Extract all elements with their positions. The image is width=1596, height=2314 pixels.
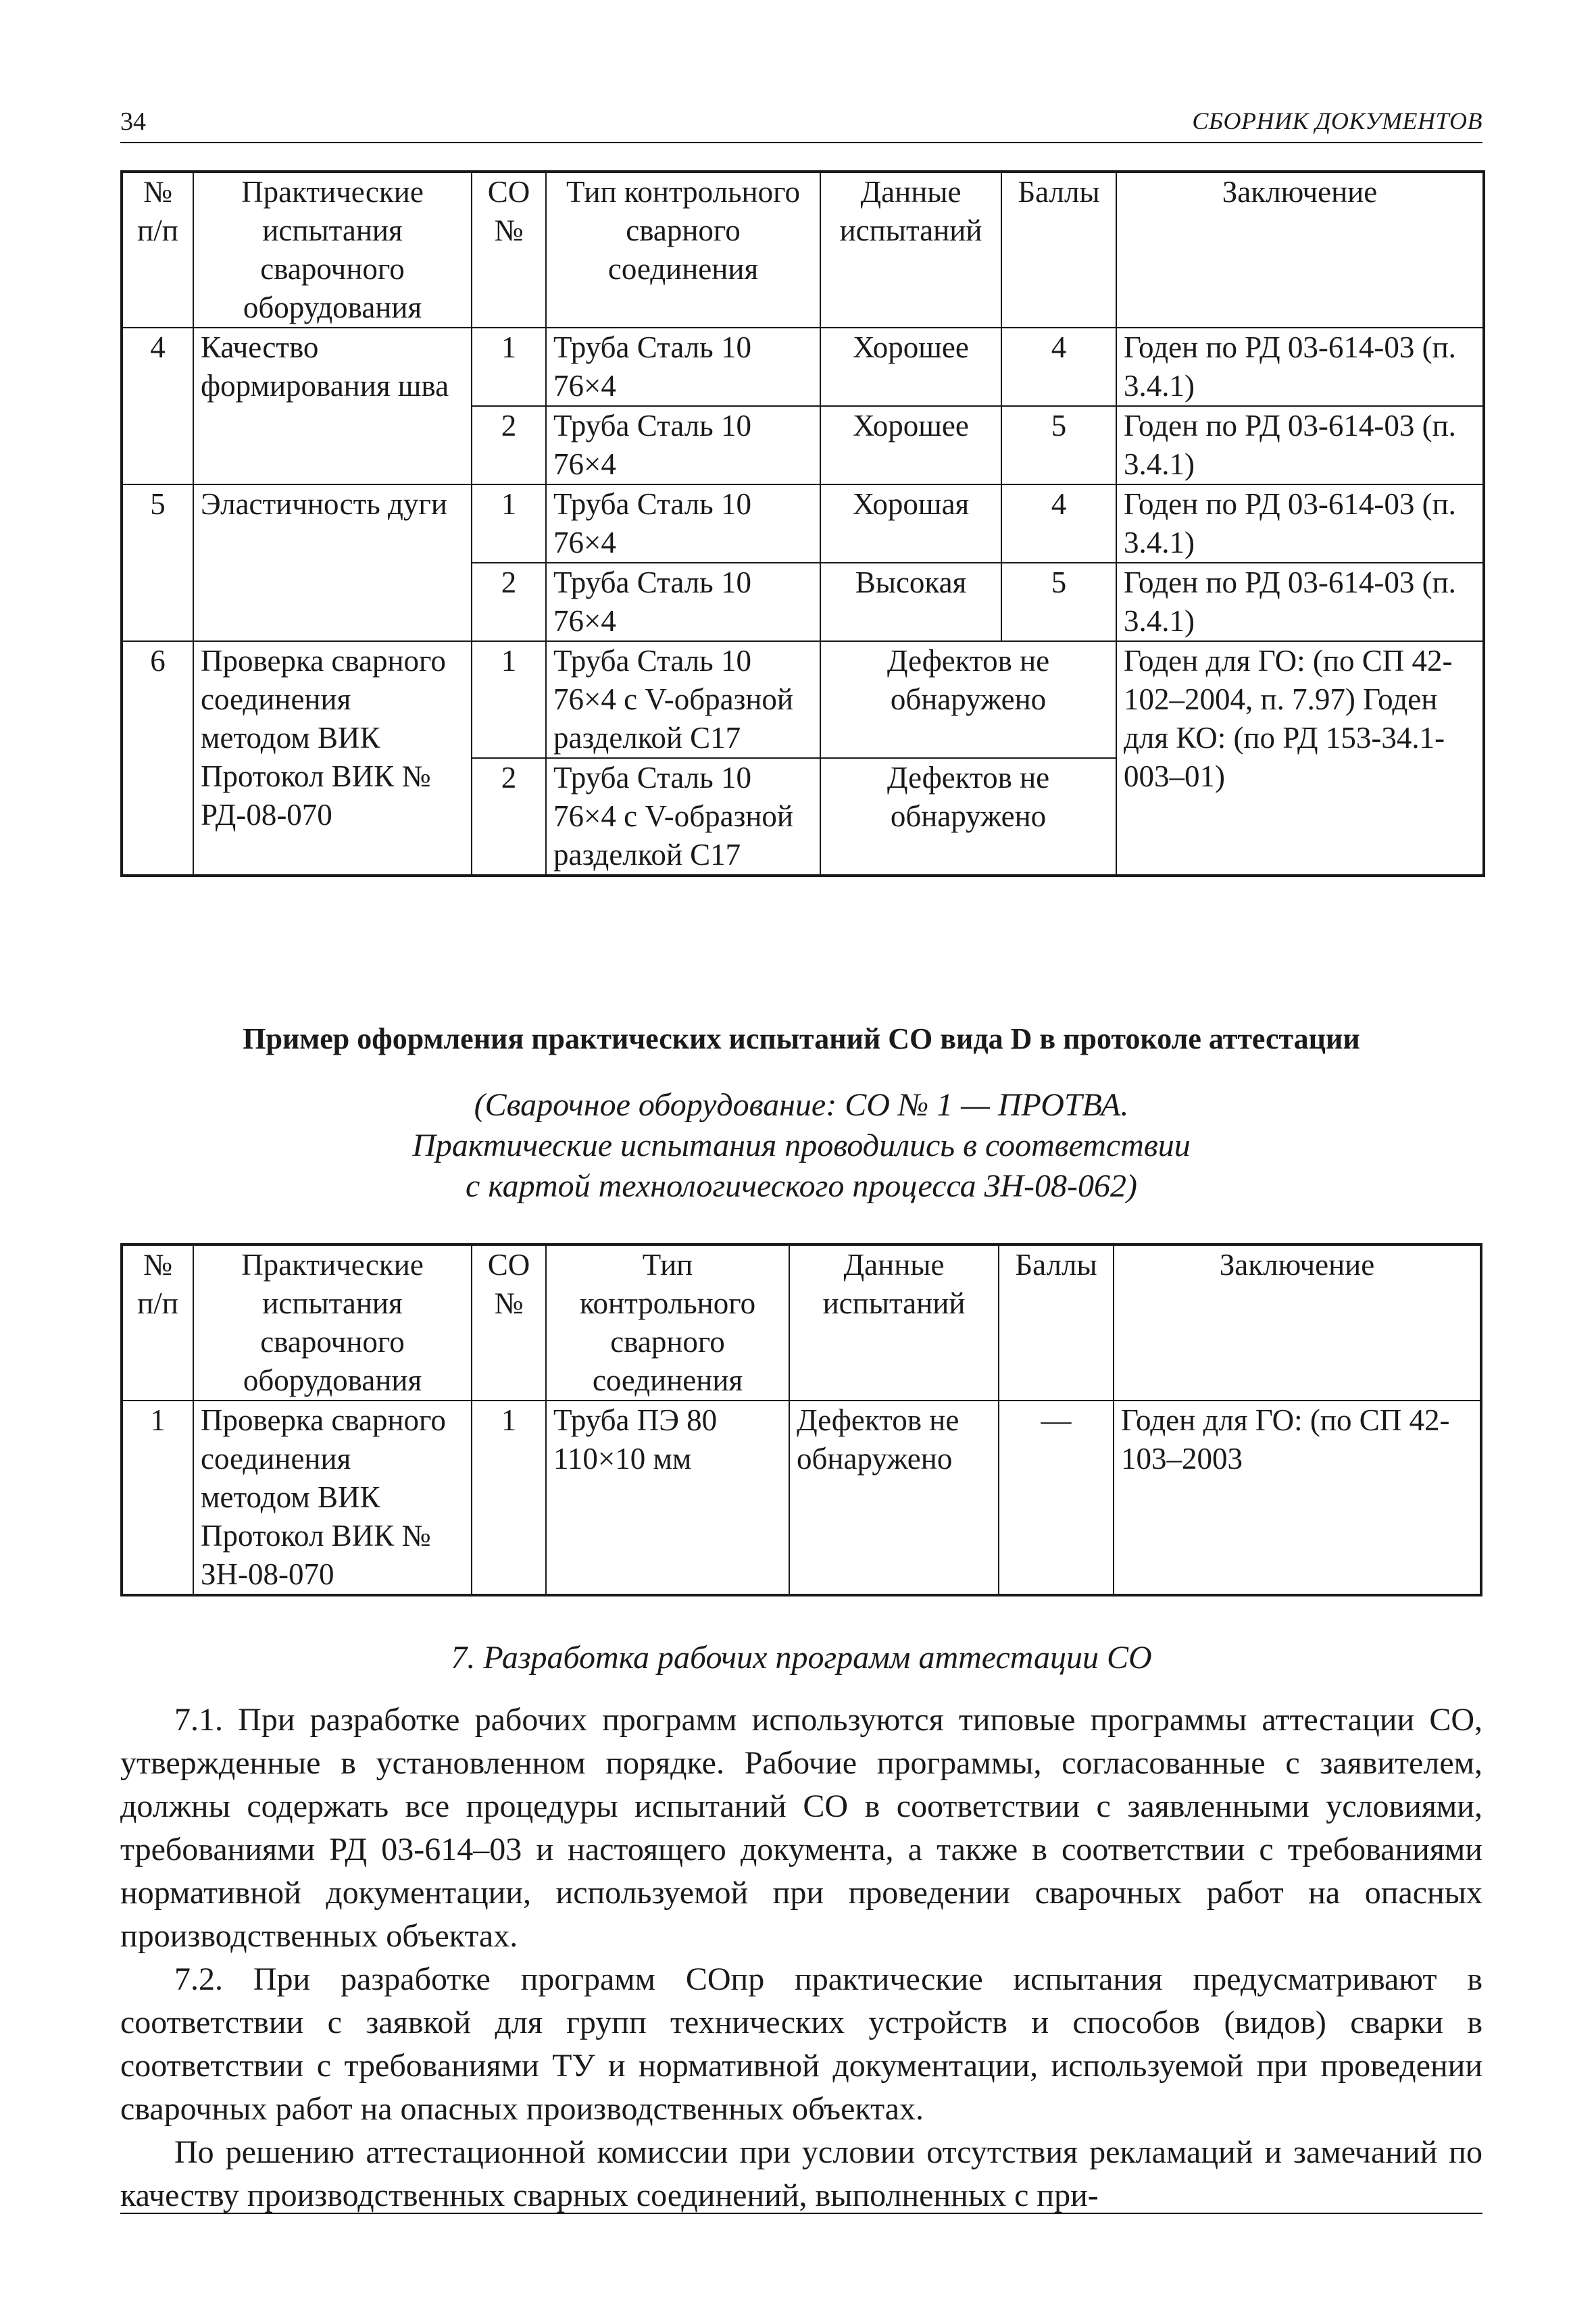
column-header: № п/п bbox=[122, 172, 193, 328]
joint-type: Труба Сталь 10 76×4 bbox=[546, 563, 820, 641]
so-number: 1 bbox=[472, 484, 546, 563]
test-data: Хорошее bbox=[820, 328, 1001, 406]
so-number: 1 bbox=[472, 1401, 546, 1595]
column-header: Практические испытания сварочного оборудования bbox=[193, 1244, 472, 1401]
so-number: 1 bbox=[472, 328, 546, 406]
so-number: 1 bbox=[472, 641, 546, 758]
conclusion: Годен по РД 03-614-03 (п. 3.4.1) bbox=[1116, 406, 1484, 484]
joint-type: Труба Сталь 10 76×4 с V-образной разделкой С17 bbox=[546, 758, 820, 876]
subtitle-line: с картой технологического процесса ЗН-08-062) bbox=[466, 1168, 1137, 1204]
test-results-table-1 bbox=[120, 170, 1485, 877]
row-number: 1 bbox=[122, 1401, 193, 1595]
so-number: 2 bbox=[472, 563, 546, 641]
column-header: Данные испытаний bbox=[820, 172, 1001, 328]
joint-type: Труба Сталь 10 76×4 с V-образной разделкой С17 bbox=[546, 641, 820, 758]
so-number: 2 bbox=[472, 406, 546, 484]
test-data: Дефектов не обнаружено bbox=[789, 1401, 999, 1595]
joint-type: Труба Сталь 10 76×4 bbox=[546, 406, 820, 484]
joint-type: Труба Сталь 10 76×4 bbox=[546, 328, 820, 406]
conclusion: Годен по РД 03-614-03 (п. 3.4.1) bbox=[1116, 328, 1484, 406]
test-data: Высокая bbox=[820, 563, 1001, 641]
example-subtitle bbox=[120, 1085, 1482, 1207]
column-header: Практические испытания сварочного оборудования bbox=[193, 172, 472, 328]
row-number: 4 bbox=[122, 328, 193, 484]
joint-type: Труба ПЭ 80 110×10 мм bbox=[546, 1401, 789, 1595]
joint-type: Труба Сталь 10 76×4 bbox=[546, 484, 820, 563]
test-results-table-2 bbox=[120, 1243, 1482, 1596]
test-data: Хорошая bbox=[820, 484, 1001, 563]
table-header-row bbox=[122, 172, 1484, 328]
table-row bbox=[122, 328, 1484, 406]
table-row bbox=[122, 641, 1484, 758]
example-heading: Пример оформления практических испытаний СО вида D в протоколе аттестации bbox=[243, 1022, 1360, 1055]
conclusion: Годен по РД 03-614-03 (п. 3.4.1) bbox=[1116, 563, 1484, 641]
column-header: Данные испытаний bbox=[789, 1244, 999, 1401]
score: 4 bbox=[1001, 328, 1116, 406]
subtitle-line: (Сварочное оборудование: СО № 1 — ПРОТВА. bbox=[474, 1087, 1129, 1123]
column-header: Заключение bbox=[1114, 1244, 1481, 1401]
conclusion: Годен по РД 03-614-03 (п. 3.4.1) bbox=[1116, 484, 1484, 563]
table-row bbox=[122, 484, 1484, 563]
so-number: 2 bbox=[472, 758, 546, 876]
row-number: 5 bbox=[122, 484, 193, 641]
subtitle-line: Практические испытания проводились в соответствии bbox=[412, 1128, 1191, 1163]
table-row bbox=[122, 1401, 1481, 1595]
column-header: СО № bbox=[472, 172, 546, 328]
footer-rule bbox=[120, 2213, 1482, 2214]
score: 5 bbox=[1001, 406, 1116, 484]
paragraph: По решению аттестационной комиссии при условии отсутствия рекламаций и замечаний по качеству производственных сварных соединений, выполненных с при- bbox=[120, 2134, 1482, 2213]
column-header: Тип контрольного сварного соединения bbox=[546, 172, 820, 328]
score: — bbox=[999, 1401, 1114, 1595]
test-name: Эластичность дуги bbox=[193, 484, 472, 641]
conclusion: Годен для ГО: (по СП 42-102–2004, п. 7.97) Годен для КО: (по РД 153-34.1-003–01) bbox=[1116, 641, 1484, 876]
column-header: Баллы bbox=[1001, 172, 1116, 328]
running-title: СБОРНИК ДОКУМЕНТОВ bbox=[1192, 107, 1482, 134]
header-rule bbox=[120, 142, 1482, 143]
test-data: Хорошее bbox=[820, 406, 1001, 484]
section-title: 7. Разработка рабочих программ аттестации СО bbox=[451, 1640, 1152, 1676]
paragraph: 7.2. При разработке программ СОпр практические испытания предусматривают в соответствии с заявкой для групп технических устройств и способов (видов) сварки в соответствии с требованиями ТУ и нормативной документации, используемой при проведении сварочных работ на опасных производственных объектах. bbox=[120, 1961, 1482, 2127]
test-data: Дефектов не обнаружено bbox=[820, 758, 1116, 876]
conclusion: Годен для ГО: (по СП 42-103–2003 bbox=[1114, 1401, 1481, 1595]
body-text bbox=[120, 1699, 1482, 2217]
table-header-row bbox=[122, 1244, 1481, 1401]
test-data: Дефектов не обнаружено bbox=[820, 641, 1116, 758]
score: 4 bbox=[1001, 484, 1116, 563]
page-number: 34 bbox=[120, 107, 146, 136]
column-header: Баллы bbox=[999, 1244, 1114, 1401]
test-name: Проверка сварного соединения методом ВИК Протокол ВИК № ЗН-08-070 bbox=[193, 1401, 472, 1595]
test-name: Качество формирования шва bbox=[193, 328, 472, 484]
column-header: Тип контрольного сварного соединения bbox=[546, 1244, 789, 1401]
column-header: Заключение bbox=[1116, 172, 1484, 328]
score: 5 bbox=[1001, 563, 1116, 641]
test-name: Проверка сварного соединения методом ВИК Протокол ВИК № РД-08-070 bbox=[193, 641, 472, 876]
paragraph: 7.1. При разработке рабочих программ используются типовые программы аттестации СО, утвержденные в установленном порядке. Рабочие программы, согласованные с заявителем, должны содержать все процедуры испытаний СО в соответствии с заявленными условиями, требованиями РД 03-614–03 и настоящего документа, а также в соответствии с требованиями нормативной документации, используемой при проведении сварочных работ на опасных производственных объектах. bbox=[120, 1702, 1482, 1954]
column-header: № п/п bbox=[122, 1244, 193, 1401]
column-header: СО № bbox=[472, 1244, 546, 1401]
row-number: 6 bbox=[122, 641, 193, 876]
